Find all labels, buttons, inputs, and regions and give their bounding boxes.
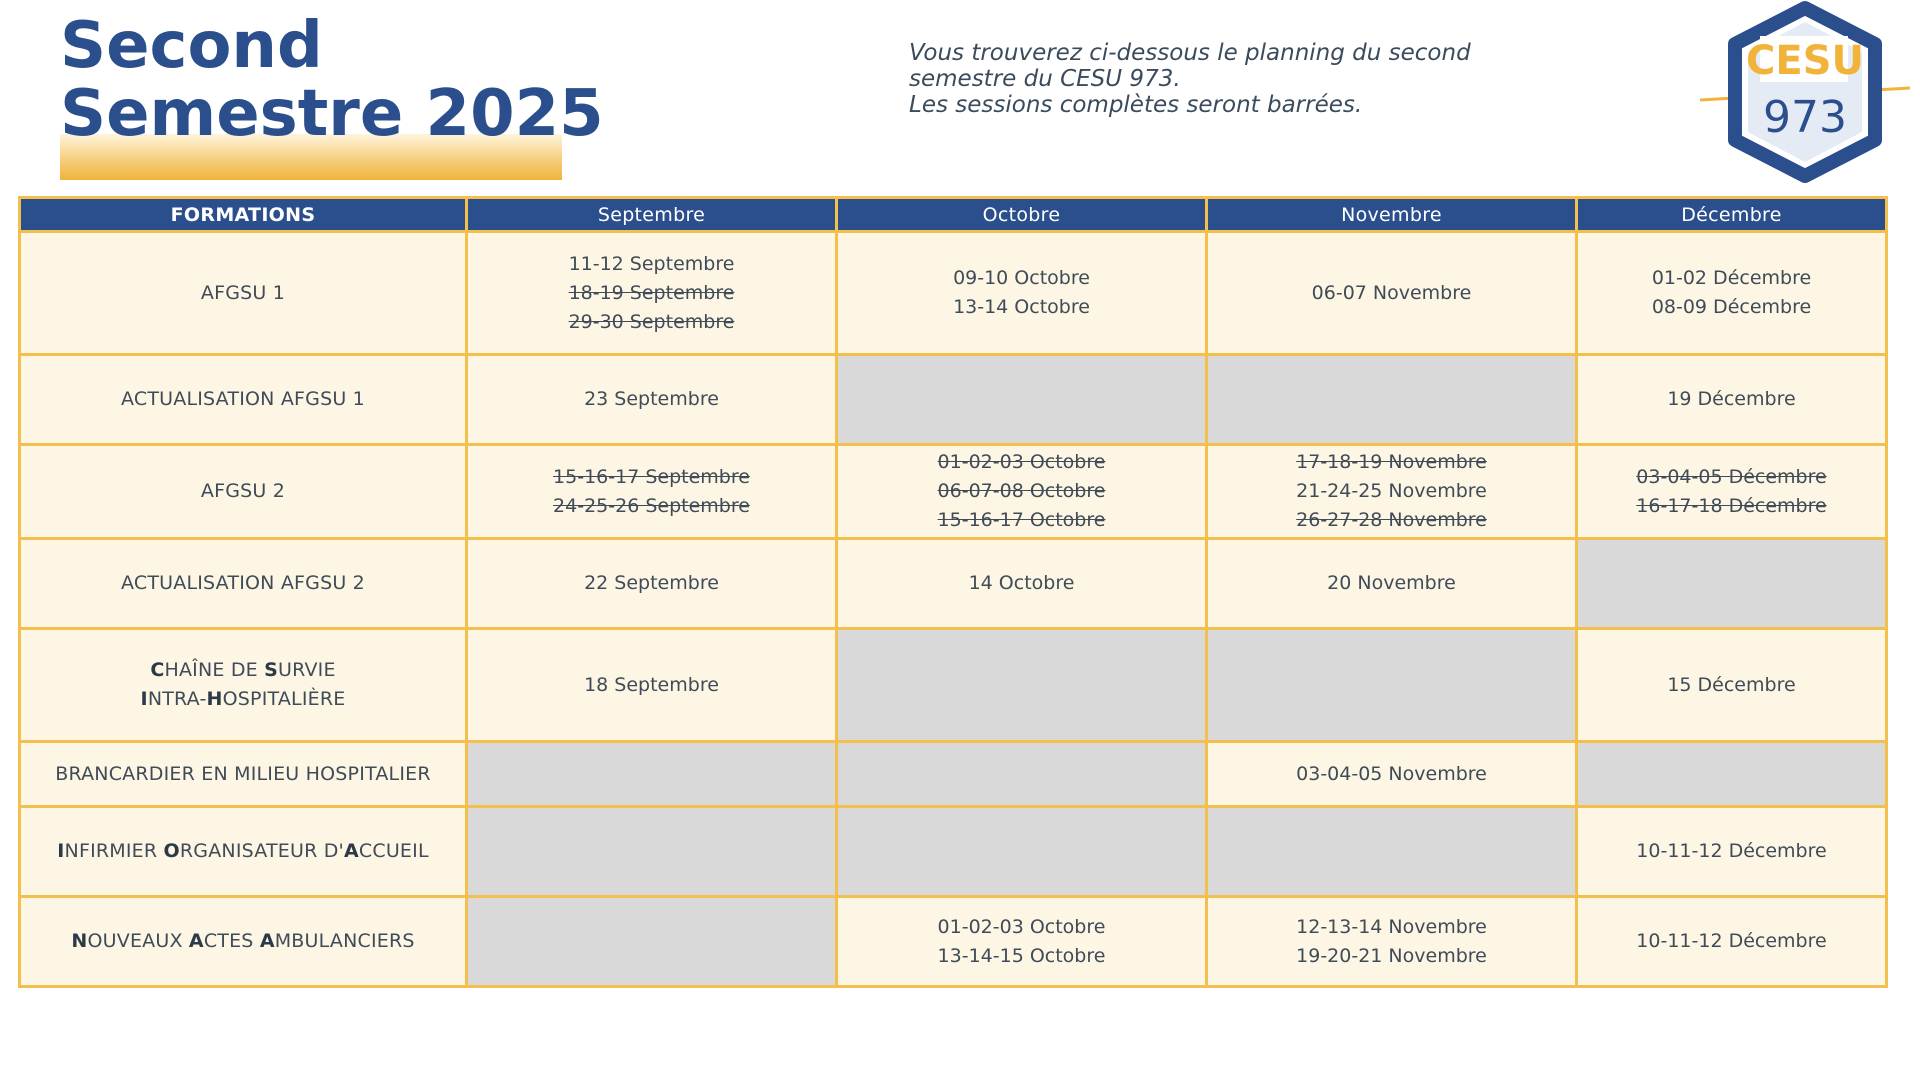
formation-cell xyxy=(20,232,467,355)
session-date: 11-12 Septembre xyxy=(568,252,735,275)
formation-name-part: RGANISATEUR D' xyxy=(179,840,344,862)
formation-name-part: I xyxy=(57,840,65,862)
formation-name-part: NTRA- xyxy=(147,688,207,710)
formation-name-part: N xyxy=(71,930,88,952)
logo-text-bottom: 973 xyxy=(1763,92,1847,143)
session-date: 14 Octobre xyxy=(968,572,1075,594)
session-cell xyxy=(1577,897,1887,987)
formation-cell xyxy=(20,742,467,807)
formation-cell xyxy=(20,355,467,445)
header-octobre: Octobre xyxy=(837,198,1207,232)
empty-cell xyxy=(467,897,837,987)
session-date-full: 06-07-08 Octobre xyxy=(937,480,1106,502)
session-date: 20 Novembre xyxy=(1327,572,1456,594)
session-date: 09-10 Octobre xyxy=(953,267,1090,289)
page-title xyxy=(60,9,604,151)
session-cell xyxy=(1207,445,1577,539)
planning-table xyxy=(18,196,1888,988)
session-date: 03-04-05 Novembre xyxy=(1296,762,1487,785)
session-date-full: 26-27-28 Novembre xyxy=(1296,509,1487,531)
empty-cell xyxy=(1207,355,1577,445)
page-title-line-2: Semestre 2025 xyxy=(60,77,604,151)
session-date-full: 18-19 Septembre xyxy=(568,281,735,304)
intro-text xyxy=(909,40,1529,118)
intro-line-1: Vous trouverez ci-dessous le planning du second xyxy=(909,40,1471,66)
session-cell xyxy=(467,539,837,629)
session-cell xyxy=(1207,539,1577,629)
session-date: 10-11-12 Décembre xyxy=(1636,840,1827,862)
header-novembre: Novembre xyxy=(1207,198,1577,232)
formation-cell xyxy=(20,539,467,629)
session-date: 13-14 Octobre xyxy=(953,296,1090,318)
empty-cell xyxy=(837,807,1207,897)
formation-name-part: I xyxy=(140,688,148,710)
session-cell xyxy=(1577,807,1887,897)
session-date: 06-07 Novembre xyxy=(1311,281,1472,304)
session-cell xyxy=(837,232,1207,355)
session-date-full: 17-18-19 Novembre xyxy=(1296,451,1487,473)
formation-cell xyxy=(20,629,467,742)
session-date: 18 Septembre xyxy=(584,673,719,696)
empty-cell xyxy=(1207,629,1577,742)
session-date: 15 Décembre xyxy=(1667,673,1796,696)
formation-name-part: A xyxy=(188,930,204,952)
formation-cell xyxy=(20,807,467,897)
session-cell xyxy=(1207,232,1577,355)
session-date: 01-02-03 Octobre xyxy=(937,915,1106,938)
formation-name-part: URVIE xyxy=(277,659,336,681)
formation-name-part: CCUEIL xyxy=(358,840,429,862)
session-cell xyxy=(837,897,1207,987)
session-date: 10-11-12 Décembre xyxy=(1636,930,1827,952)
formation-cell xyxy=(20,897,467,987)
formation-name-part: AFGSU 1 xyxy=(200,281,286,304)
intro-line-2: semestre du CESU 973. xyxy=(909,66,1181,92)
formation-name-part: CTES xyxy=(203,930,260,952)
cesu-logo xyxy=(1700,0,1910,185)
formation-name-part: BRANCARDIER EN MILIEU HOSPITALIER xyxy=(55,762,431,785)
empty-cell xyxy=(837,629,1207,742)
table-row xyxy=(20,445,1887,539)
session-date-full: 24-25-26 Septembre xyxy=(553,494,750,517)
session-cell xyxy=(467,355,837,445)
session-cell xyxy=(837,539,1207,629)
table-body xyxy=(20,232,1887,987)
table-row xyxy=(20,629,1887,742)
table-row xyxy=(20,807,1887,897)
header-decembre: Décembre xyxy=(1577,198,1887,232)
formation-name-part: MBULANCIERS xyxy=(274,930,415,952)
table-row xyxy=(20,355,1887,445)
session-date-full: 01-02-03 Octobre xyxy=(937,451,1106,473)
session-cell xyxy=(467,232,837,355)
session-cell xyxy=(1577,629,1887,742)
empty-cell xyxy=(1207,807,1577,897)
empty-cell xyxy=(467,807,837,897)
session-date: 12-13-14 Novembre xyxy=(1296,915,1487,938)
session-cell xyxy=(1207,742,1577,807)
empty-cell xyxy=(837,742,1207,807)
table-header-row xyxy=(20,198,1887,232)
formation-name-part: H xyxy=(206,688,223,710)
formation-name-part: C xyxy=(150,659,165,681)
logo-text-top: CESU xyxy=(1746,38,1864,84)
formation-name-part: ACTUALISATION AFGSU 1 xyxy=(121,388,365,410)
session-date: 08-09 Décembre xyxy=(1651,296,1812,318)
session-cell xyxy=(1577,445,1887,539)
empty-cell xyxy=(467,742,837,807)
header-formations: FORMATIONS xyxy=(20,198,467,232)
formation-name-part: HAÎNE DE xyxy=(164,659,265,681)
table-row xyxy=(20,232,1887,355)
formation-name-part: OUVEAUX xyxy=(87,930,189,952)
session-cell xyxy=(1577,232,1887,355)
formation-name-part: A xyxy=(343,840,359,862)
session-date-full: 16-17-18 Décembre xyxy=(1636,494,1827,517)
page-title-line-1: Second xyxy=(60,9,323,83)
formation-name-part: NFIRMIER xyxy=(64,840,164,862)
session-date-full: 15-16-17 Septembre xyxy=(553,465,750,488)
session-cell xyxy=(837,445,1207,539)
session-cell xyxy=(1207,897,1577,987)
formation-cell xyxy=(20,445,467,539)
session-date-full: 03-04-05 Décembre xyxy=(1636,465,1827,488)
session-date: 21-24-25 Novembre xyxy=(1296,480,1487,502)
empty-cell xyxy=(1577,742,1887,807)
session-date-full: 15-16-17 Octobre xyxy=(937,509,1106,531)
formation-name-part: OSPITALIÈRE xyxy=(222,688,346,710)
session-date: 19 Décembre xyxy=(1667,388,1796,410)
table-row xyxy=(20,897,1887,987)
session-date: 19-20-21 Novembre xyxy=(1296,944,1487,967)
header-septembre: Septembre xyxy=(467,198,837,232)
formation-name-part: ACTUALISATION AFGSU 2 xyxy=(121,572,365,594)
session-date: 23 Septembre xyxy=(584,388,719,410)
formation-name-part: A xyxy=(259,930,275,952)
empty-cell xyxy=(837,355,1207,445)
session-date: 01-02 Décembre xyxy=(1651,267,1812,289)
session-date-full: 29-30 Septembre xyxy=(568,310,735,333)
session-cell xyxy=(467,629,837,742)
table-row xyxy=(20,539,1887,629)
intro-line-3: Les sessions complètes seront barrées. xyxy=(909,92,1363,118)
table-row xyxy=(20,742,1887,807)
session-cell xyxy=(1577,355,1887,445)
session-date: 22 Septembre xyxy=(584,572,719,594)
formation-name-part: AFGSU 2 xyxy=(200,480,286,502)
formation-name-part: S xyxy=(264,659,278,681)
session-cell xyxy=(467,445,837,539)
session-date: 13-14-15 Octobre xyxy=(937,944,1106,967)
empty-cell xyxy=(1577,539,1887,629)
formation-name-part: O xyxy=(163,840,180,862)
